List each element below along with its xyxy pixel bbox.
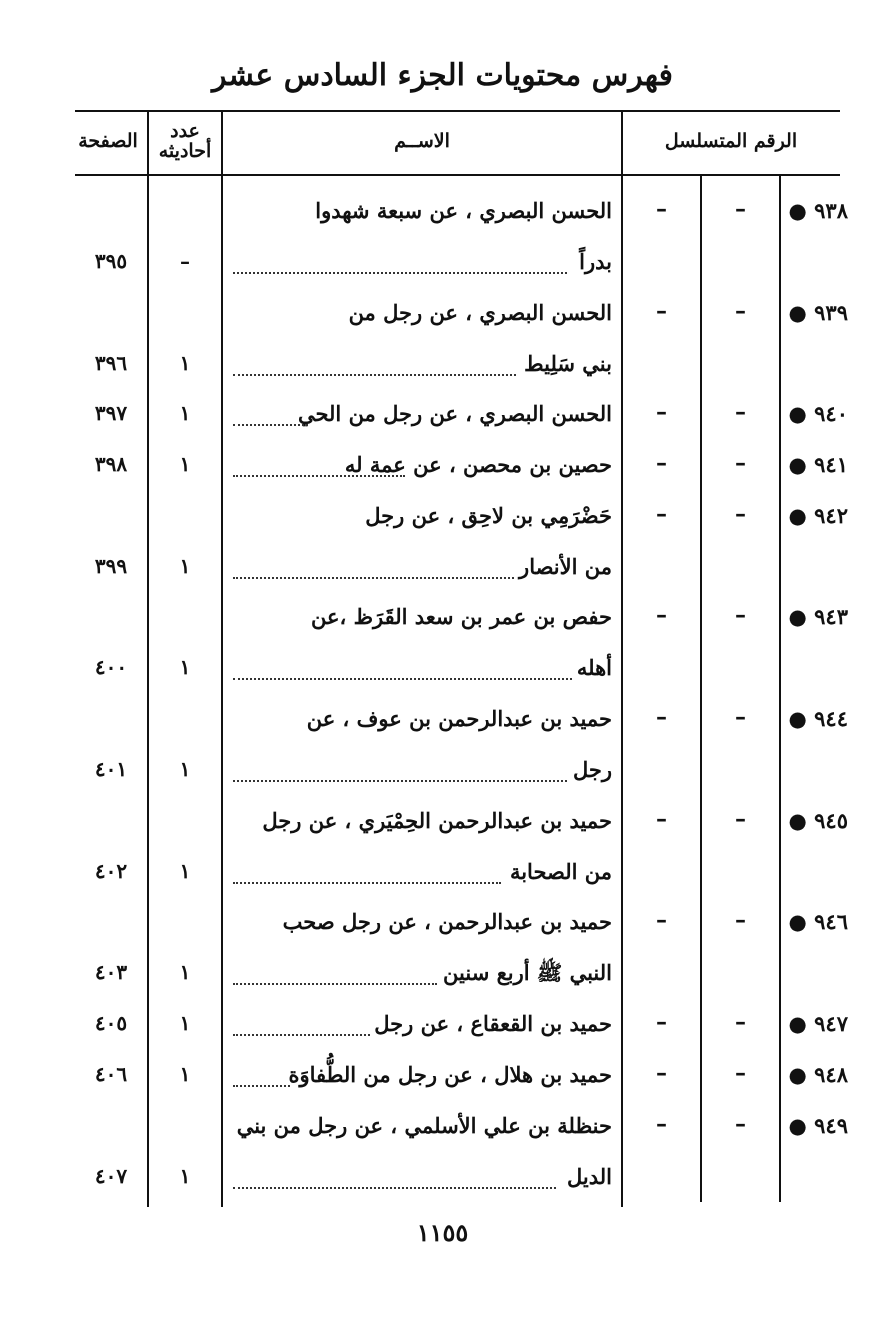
leader-dots xyxy=(233,983,437,985)
leader-dots xyxy=(233,1187,556,1189)
col-divider-serial-a xyxy=(700,174,702,1202)
row-dash: – xyxy=(735,196,746,222)
row-name-continued: النبي ﷺ أربع سنين xyxy=(443,960,612,985)
row-dash: – xyxy=(656,1009,667,1035)
col-divider-count-name xyxy=(221,110,223,1207)
row-dash: – xyxy=(656,450,667,476)
row-name: حفص بن عمر بن سعد القَرَظ ،عن xyxy=(310,604,612,629)
row-page: ٣٩٦ xyxy=(94,351,128,375)
row-name-continued: رجل xyxy=(572,757,612,782)
row-dash: – xyxy=(735,501,746,527)
row-name-continued: بدراً xyxy=(579,249,612,274)
row-serial: ٩٤٥ ● xyxy=(788,808,848,833)
leader-dots xyxy=(233,1034,370,1036)
leader-dots xyxy=(233,475,405,477)
header-count-line1: عدد xyxy=(170,120,200,142)
row-name-continued: من الصحابة xyxy=(509,859,612,884)
leader-dots xyxy=(233,577,514,579)
row-name: الحسن البصري ، عن رجل من الحي xyxy=(297,401,612,426)
row-dash: – xyxy=(735,1009,746,1035)
row-serial: ٩٤٣ ● xyxy=(788,604,848,629)
row-page: ٣٩٩ xyxy=(94,554,128,578)
row-serial: ٩٣٨ ● xyxy=(788,198,848,223)
row-dash: – xyxy=(735,1111,746,1137)
row-dash: – xyxy=(656,907,667,933)
row-dash: – xyxy=(735,450,746,476)
row-count: ١ xyxy=(179,655,191,679)
row-count: ١ xyxy=(179,1164,191,1188)
row-dash: – xyxy=(656,1060,667,1086)
row-name-continued: من الأنصار xyxy=(519,554,612,579)
header-top-rule xyxy=(75,110,840,112)
page-title: فهرس محتويات الجزء السادس عشر xyxy=(212,58,673,93)
row-serial: ٩٤١ ● xyxy=(788,452,848,477)
row-count: ١ xyxy=(179,859,191,883)
row-name: حميد بن عبدالرحمن بن عوف ، عن xyxy=(306,706,612,731)
row-count: ١ xyxy=(179,960,191,984)
row-serial: ٩٤٧ ● xyxy=(788,1011,848,1036)
row-name: حميد بن هلال ، عن رجل من الطُّفاوَة xyxy=(288,1062,612,1087)
row-dash: – xyxy=(656,501,667,527)
row-page: ٤٠١ xyxy=(94,757,128,781)
row-name-continued: أهله xyxy=(576,655,612,680)
row-serial: ٩٣٩ ● xyxy=(788,300,848,325)
row-page: ٤٠٥ xyxy=(94,1011,128,1035)
row-count: ١ xyxy=(179,401,191,425)
page-number: ١١٥٥ xyxy=(416,1218,469,1247)
row-name: الحسن البصري ، عن سبعة شهدوا xyxy=(315,198,612,223)
row-name: الحسن البصري ، عن رجل من xyxy=(348,300,612,325)
row-count: ١ xyxy=(179,554,191,578)
row-serial: ٩٤٦ ● xyxy=(788,909,848,934)
leader-dots xyxy=(233,780,567,782)
leader-dots xyxy=(233,424,308,426)
row-count: ١ xyxy=(179,1011,191,1035)
row-count: ١ xyxy=(179,1062,191,1086)
row-page: ٤٠٠ xyxy=(94,655,128,679)
leader-dots xyxy=(233,678,572,680)
row-count: – xyxy=(180,249,190,273)
header-serial: الرقم المتسلسل xyxy=(664,130,798,152)
row-dash: – xyxy=(656,704,667,730)
row-dash: – xyxy=(735,806,746,832)
row-dash: – xyxy=(656,1111,667,1137)
row-serial: ٩٤٩ ● xyxy=(788,1113,848,1138)
row-dash: – xyxy=(656,806,667,832)
row-page: ٤٠٦ xyxy=(94,1062,128,1086)
row-dash: – xyxy=(735,602,746,628)
header-name: الاســم xyxy=(394,130,450,152)
row-dash: – xyxy=(735,399,746,425)
row-page: ٤٠٢ xyxy=(94,859,128,883)
row-page: ٣٩٨ xyxy=(94,452,128,476)
leader-dots xyxy=(233,272,567,274)
leader-dots xyxy=(233,882,501,884)
row-name: حنظلة بن علي الأسلمي ، عن رجل من بني xyxy=(236,1113,612,1138)
row-count: ١ xyxy=(179,351,191,375)
row-name: حصين بن محصن ، عن عمة له xyxy=(344,452,612,477)
row-page: ٣٩٥ xyxy=(94,249,128,273)
row-serial: ٩٤٠ ● xyxy=(788,401,848,426)
header-bottom-rule xyxy=(75,174,840,176)
row-dash: – xyxy=(735,704,746,730)
row-name: حميد بن عبدالرحمن الحِمْيَري ، عن رجل xyxy=(262,808,612,833)
header-count-line2: أحاديثه xyxy=(158,140,212,162)
row-name: حميد بن عبدالرحمن ، عن رجل صحب xyxy=(282,909,612,934)
row-dash: – xyxy=(735,907,746,933)
leader-dots xyxy=(233,374,516,376)
header-page: الصفحة xyxy=(78,130,138,152)
col-divider-name-serial xyxy=(621,110,623,1207)
row-page: ٤٠٧ xyxy=(94,1164,128,1188)
row-dash: – xyxy=(656,602,667,628)
row-page: ٣٩٧ xyxy=(94,401,128,425)
row-name: حميد بن القعقاع ، عن رجل xyxy=(374,1011,612,1036)
header-count xyxy=(148,121,222,161)
row-name-continued: بني سَلِيط xyxy=(524,351,612,376)
row-name: حَضْرَمِي بن لاحِق ، عن رجل xyxy=(365,503,612,528)
row-serial: ٩٤٨ ● xyxy=(788,1062,848,1087)
row-name-continued: الديل xyxy=(566,1164,612,1189)
row-dash: – xyxy=(735,298,746,324)
row-serial: ٩٤٢ ● xyxy=(788,503,848,528)
row-page: ٤٠٣ xyxy=(94,960,128,984)
row-dash: – xyxy=(656,399,667,425)
row-count: ١ xyxy=(179,452,191,476)
row-dash: – xyxy=(656,298,667,324)
row-dash: – xyxy=(656,196,667,222)
row-count: ١ xyxy=(179,757,191,781)
row-dash: – xyxy=(735,1060,746,1086)
col-divider-serial-b xyxy=(779,174,781,1202)
leader-dots xyxy=(233,1085,290,1087)
row-serial: ٩٤٤ ● xyxy=(788,706,848,731)
